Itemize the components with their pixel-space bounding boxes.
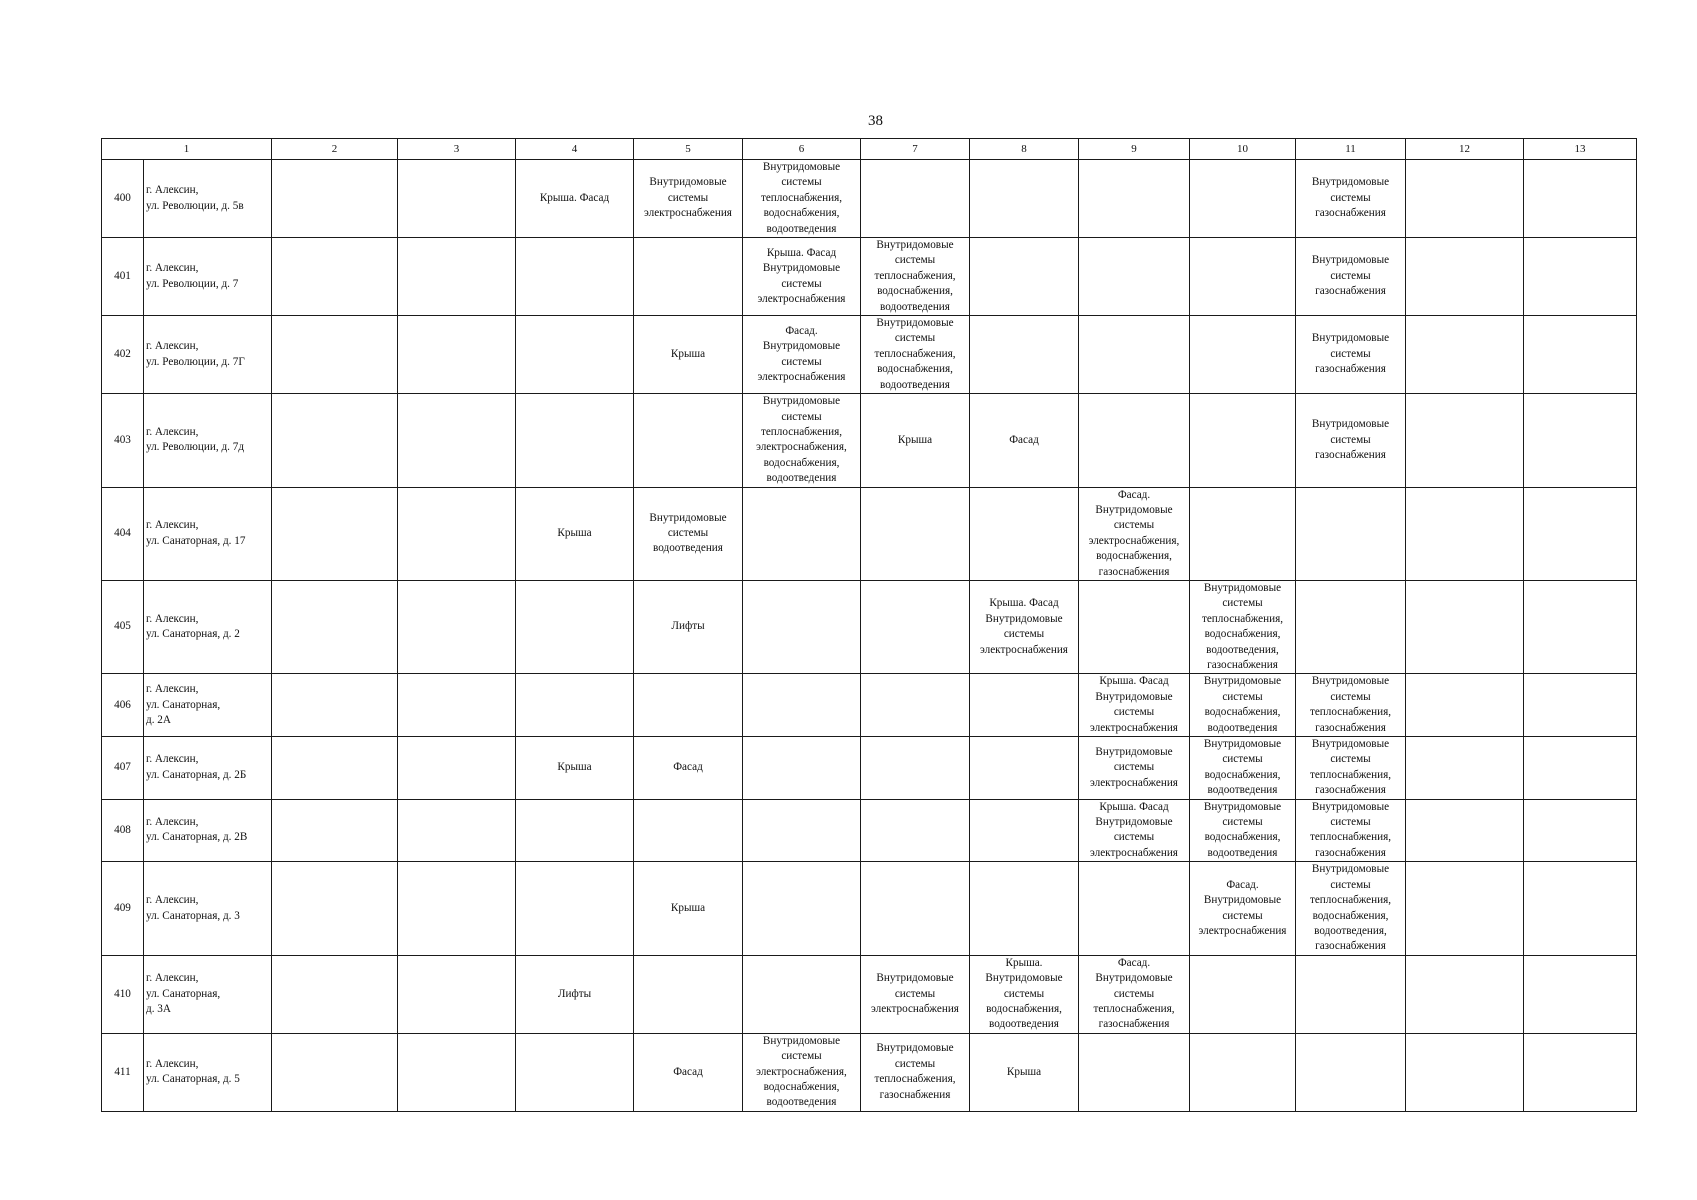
table-row <box>102 394 1637 487</box>
work-type-text: Внутридомовые системы теплоснабжения, водоснабжения, водоотведения, газоснабжения <box>1201 581 1284 671</box>
work-type-text: Крыша <box>670 901 706 914</box>
work-cell-col-3 <box>398 580 516 673</box>
work-cell-col-8 <box>970 862 1079 955</box>
work-cell-col-13 <box>1524 862 1637 955</box>
work-cell-col-2 <box>272 1033 398 1111</box>
work-cell-col-8 <box>970 674 1079 737</box>
work-type-text: Внутридомовые системы водоотведения <box>649 511 727 555</box>
work-type-text: Внутридомовые системы теплоснабжения, газоснабжения <box>874 1042 956 1101</box>
work-cell-col-12 <box>1406 862 1524 955</box>
address-cell <box>144 487 272 580</box>
address-cell <box>144 799 272 862</box>
work-type-text: Лифты <box>671 620 705 633</box>
work-cell-col-6 <box>743 316 861 394</box>
work-cell-col-11 <box>1296 1033 1406 1111</box>
work-type-text: Фасад <box>673 1065 703 1078</box>
work-cell-col-6 <box>743 862 861 955</box>
row-number: 408 <box>102 799 144 862</box>
work-cell-col-9 <box>1079 316 1190 394</box>
address-line: г. Алексин, <box>146 816 199 829</box>
work-cell-col-8 <box>970 160 1079 238</box>
row-number: 410 <box>102 955 144 1033</box>
column-header-4: 4 <box>516 139 634 160</box>
address-line: г. Алексин, <box>146 894 199 907</box>
column-header-2: 2 <box>272 139 398 160</box>
work-cell-col-4 <box>516 238 634 316</box>
work-cell-col-4 <box>516 955 634 1033</box>
row-number: 407 <box>102 737 144 800</box>
address-cell <box>144 316 272 394</box>
work-cell-col-6 <box>743 238 861 316</box>
work-cell-col-13 <box>1524 487 1637 580</box>
work-cell-col-10 <box>1190 862 1296 955</box>
work-cell-col-3 <box>398 316 516 394</box>
address-line: г. Алексин, <box>146 683 199 696</box>
work-cell-col-11 <box>1296 580 1406 673</box>
work-cell-col-11 <box>1296 955 1406 1033</box>
work-type-text: Крыша <box>897 433 933 446</box>
work-cell-col-9 <box>1079 160 1190 238</box>
column-header-1: 1 <box>102 139 272 160</box>
work-cell-col-6 <box>743 160 861 238</box>
work-cell-col-13 <box>1524 160 1637 238</box>
address-cell <box>144 674 272 737</box>
work-cell-col-12 <box>1406 674 1524 737</box>
work-cell-col-10 <box>1190 1033 1296 1111</box>
work-cell-col-12 <box>1406 737 1524 800</box>
work-cell-col-8 <box>970 580 1079 673</box>
work-cell-col-2 <box>272 316 398 394</box>
work-cell-col-3 <box>398 799 516 862</box>
address-line: ул. Санаторная, <box>146 698 221 711</box>
work-cell-col-8 <box>970 955 1079 1033</box>
work-type-text: Внутридомовые системы теплоснабжения, водоснабжения, водоотведения, газоснабжения <box>1309 863 1392 953</box>
address-cell <box>144 394 272 487</box>
work-cell-col-2 <box>272 955 398 1033</box>
work-type-text: Внутридомовые системы теплоснабжения, газоснабжения <box>1309 675 1392 734</box>
work-cell-col-13 <box>1524 316 1637 394</box>
work-cell-col-6 <box>743 394 861 487</box>
work-cell-col-7 <box>861 394 970 487</box>
work-cell-col-6 <box>743 737 861 800</box>
work-cell-col-7 <box>861 160 970 238</box>
work-cell-col-9 <box>1079 799 1190 862</box>
work-cell-col-11 <box>1296 487 1406 580</box>
work-type-text: Внутридомовые системы водоснабжения, водоотведения <box>1203 738 1282 797</box>
work-cell-col-10 <box>1190 737 1296 800</box>
work-cell-col-7 <box>861 238 970 316</box>
column-header-6: 6 <box>743 139 861 160</box>
work-cell-col-13 <box>1524 955 1637 1033</box>
address-line: ул. Революции, д. 7д <box>146 441 245 454</box>
work-cell-col-13 <box>1524 1033 1637 1111</box>
work-cell-col-10 <box>1190 580 1296 673</box>
address-line: ул. Санаторная, д. 5 <box>146 1073 240 1086</box>
work-cell-col-3 <box>398 487 516 580</box>
address-line: ул. Санаторная, <box>146 987 221 1000</box>
work-cell-col-9 <box>1079 1033 1190 1111</box>
work-cell-col-6 <box>743 799 861 862</box>
row-number: 404 <box>102 487 144 580</box>
address-line: г. Алексин, <box>146 612 199 625</box>
work-cell-col-9 <box>1079 580 1190 673</box>
address-line: г. Алексин, <box>146 1057 199 1070</box>
work-cell-col-3 <box>398 862 516 955</box>
work-cell-col-10 <box>1190 316 1296 394</box>
work-cell-col-4 <box>516 1033 634 1111</box>
work-cell-col-2 <box>272 238 398 316</box>
work-cell-col-10 <box>1190 799 1296 862</box>
address-line: д. 2А <box>146 713 171 726</box>
work-cell-col-12 <box>1406 394 1524 487</box>
work-cell-col-8 <box>970 316 1079 394</box>
address-line: ул. Санаторная, д. 3 <box>146 909 240 922</box>
table-row <box>102 316 1637 394</box>
work-cell-col-2 <box>272 862 398 955</box>
work-cell-col-3 <box>398 1033 516 1111</box>
work-cell-col-2 <box>272 737 398 800</box>
work-cell-col-7 <box>861 316 970 394</box>
work-cell-col-5 <box>634 862 743 955</box>
address-line: ул. Санаторная, д. 2В <box>146 831 248 844</box>
work-cell-col-3 <box>398 955 516 1033</box>
work-type-text: Внутридомовые системы газоснабжения <box>1311 254 1390 298</box>
work-cell-col-8 <box>970 737 1079 800</box>
work-cell-col-11 <box>1296 238 1406 316</box>
work-cell-col-3 <box>398 238 516 316</box>
work-cell-col-2 <box>272 580 398 673</box>
address-line: ул. Санаторная, д. 2Б <box>146 768 247 781</box>
table-body <box>102 160 1637 1112</box>
row-number: 400 <box>102 160 144 238</box>
work-cell-col-11 <box>1296 737 1406 800</box>
work-cell-col-11 <box>1296 316 1406 394</box>
work-cell-col-13 <box>1524 238 1637 316</box>
work-cell-col-4 <box>516 487 634 580</box>
work-cell-col-10 <box>1190 238 1296 316</box>
row-number: 406 <box>102 674 144 737</box>
work-type-text: Крыша. Фасад Внутридомовые системы электроснабжения <box>1090 675 1178 734</box>
work-type-text: Внутридомовые системы водоснабжения, водоотведения <box>1203 800 1282 859</box>
work-cell-col-5 <box>634 1033 743 1111</box>
work-cell-col-7 <box>861 737 970 800</box>
work-cell-col-9 <box>1079 737 1190 800</box>
work-cell-col-12 <box>1406 160 1524 238</box>
address-line: ул. Санаторная, д. 17 <box>146 534 246 547</box>
work-cell-col-8 <box>970 238 1079 316</box>
work-type-text: Фасад. Внутридомовые системы электроснабжения <box>1198 878 1287 937</box>
work-cell-col-4 <box>516 862 634 955</box>
work-cell-col-5 <box>634 799 743 862</box>
work-type-text: Внутридомовые системы теплоснабжения, электроснабжения, водоснабжения, водоотведения <box>756 395 847 485</box>
work-cell-col-12 <box>1406 1033 1524 1111</box>
address-cell <box>144 737 272 800</box>
work-type-text: Фасад. Внутридомовые системы теплоснабжения, газоснабжения <box>1093 956 1175 1031</box>
work-type-text: Крыша <box>557 527 592 540</box>
column-header-7: 7 <box>861 139 970 160</box>
work-cell-col-9 <box>1079 487 1190 580</box>
address-cell <box>144 160 272 238</box>
address-cell <box>144 862 272 955</box>
work-cell-col-5 <box>634 316 743 394</box>
work-type-text: Внутридомовые системы газоснабжения <box>1311 176 1390 220</box>
work-cell-col-13 <box>1524 737 1637 800</box>
work-cell-col-9 <box>1079 862 1190 955</box>
work-cell-col-2 <box>272 394 398 487</box>
work-type-text: Внутридомовые системы газоснабжения <box>1311 332 1390 376</box>
work-type-text: Внутридомовые системы электроснабжения <box>644 176 732 220</box>
work-type-text: Крыша <box>557 761 592 774</box>
address-line: г. Алексин, <box>146 972 199 985</box>
work-cell-col-5 <box>634 737 743 800</box>
table-row <box>102 955 1637 1033</box>
work-type-text: Крыша <box>1006 1065 1042 1078</box>
work-cell-col-4 <box>516 799 634 862</box>
work-cell-col-7 <box>861 1033 970 1111</box>
work-cell-col-11 <box>1296 160 1406 238</box>
work-type-text: Крыша. Фасад Внутридомовые системы электроснабжения <box>980 597 1068 656</box>
work-cell-col-5 <box>634 160 743 238</box>
address-line: г. Алексин, <box>146 519 199 532</box>
work-cell-col-12 <box>1406 487 1524 580</box>
table-row <box>102 580 1637 673</box>
work-cell-col-2 <box>272 160 398 238</box>
work-cell-col-12 <box>1406 955 1524 1033</box>
work-cell-col-5 <box>634 487 743 580</box>
work-cell-col-2 <box>272 487 398 580</box>
work-cell-col-8 <box>970 394 1079 487</box>
table-row <box>102 674 1637 737</box>
work-cell-col-5 <box>634 238 743 316</box>
work-cell-col-11 <box>1296 394 1406 487</box>
work-cell-col-10 <box>1190 160 1296 238</box>
work-type-text: Крыша <box>670 347 706 360</box>
row-number: 401 <box>102 238 144 316</box>
work-cell-col-5 <box>634 580 743 673</box>
work-type-text: Внутридомовые системы теплоснабжения, водоснабжения, водоотведения <box>760 161 843 235</box>
row-number: 403 <box>102 394 144 487</box>
work-cell-col-6 <box>743 1033 861 1111</box>
work-cell-col-3 <box>398 160 516 238</box>
work-type-text: Лифты <box>557 987 592 1000</box>
work-type-text: Внутридомовые системы теплоснабжения, водоснабжения, водоотведения <box>874 239 956 313</box>
table-header <box>102 139 1637 160</box>
work-cell-col-3 <box>398 737 516 800</box>
row-number: 409 <box>102 862 144 955</box>
column-header-8: 8 <box>970 139 1079 160</box>
work-cell-col-7 <box>861 799 970 862</box>
work-cell-col-5 <box>634 674 743 737</box>
address-line: д. 3А <box>146 1002 171 1015</box>
work-type-text: Внутридомовые системы водоснабжения, водоотведения <box>1203 675 1282 734</box>
address-line: г. Алексин, <box>146 425 199 438</box>
work-cell-col-7 <box>861 487 970 580</box>
work-cell-col-4 <box>516 394 634 487</box>
work-cell-col-3 <box>398 394 516 487</box>
column-header-12: 12 <box>1406 139 1524 160</box>
work-cell-col-4 <box>516 316 634 394</box>
column-header-10: 10 <box>1190 139 1296 160</box>
work-cell-col-7 <box>861 862 970 955</box>
work-cell-col-10 <box>1190 674 1296 737</box>
table-row <box>102 862 1637 955</box>
work-cell-col-10 <box>1190 955 1296 1033</box>
table-row <box>102 1033 1637 1111</box>
work-type-text: Крыша. Фасад Внутридомовые системы электроснабжения <box>1090 800 1178 859</box>
work-type-text: Фасад <box>673 761 703 774</box>
work-cell-col-10 <box>1190 394 1296 487</box>
work-cell-col-6 <box>743 955 861 1033</box>
work-cell-col-2 <box>272 674 398 737</box>
header-row <box>102 139 1637 160</box>
work-cell-col-8 <box>970 487 1079 580</box>
work-cell-col-5 <box>634 955 743 1033</box>
row-number: 405 <box>102 580 144 673</box>
work-cell-col-10 <box>1190 487 1296 580</box>
row-number: 411 <box>102 1033 144 1111</box>
work-cell-col-4 <box>516 737 634 800</box>
work-cell-col-13 <box>1524 580 1637 673</box>
work-type-text: Крыша. Фасад Внутридомовые системы электроснабжения <box>757 246 846 305</box>
repair-schedule-table <box>101 138 1637 1112</box>
work-type-text: Фасад <box>1009 433 1039 446</box>
work-cell-col-9 <box>1079 394 1190 487</box>
work-cell-col-8 <box>970 1033 1079 1111</box>
table-row <box>102 487 1637 580</box>
work-type-text: Фасад. Внутридомовые системы электроснабжения <box>757 324 846 383</box>
work-cell-col-4 <box>516 160 634 238</box>
work-cell-col-7 <box>861 580 970 673</box>
work-cell-col-9 <box>1079 238 1190 316</box>
column-header-13: 13 <box>1524 139 1637 160</box>
work-cell-col-6 <box>743 487 861 580</box>
work-type-text: Крыша. Внутридомовые системы водоснабжения, водоотведения <box>985 956 1063 1031</box>
table-row <box>102 737 1637 800</box>
work-cell-col-11 <box>1296 799 1406 862</box>
column-header-11: 11 <box>1296 139 1406 160</box>
work-type-text: Внутридомовые системы теплоснабжения, водоснабжения, водоотведения <box>874 317 956 391</box>
work-cell-col-12 <box>1406 316 1524 394</box>
work-cell-col-13 <box>1524 394 1637 487</box>
work-cell-col-6 <box>743 580 861 673</box>
work-cell-col-8 <box>970 799 1079 862</box>
address-cell <box>144 238 272 316</box>
work-cell-col-3 <box>398 674 516 737</box>
column-header-9: 9 <box>1079 139 1190 160</box>
work-cell-col-11 <box>1296 862 1406 955</box>
work-cell-col-2 <box>272 799 398 862</box>
work-cell-col-5 <box>634 394 743 487</box>
work-cell-col-9 <box>1079 955 1190 1033</box>
work-cell-col-9 <box>1079 674 1190 737</box>
address-line: ул. Революции, д. 5в <box>146 199 244 212</box>
column-header-3: 3 <box>398 139 516 160</box>
work-cell-col-11 <box>1296 674 1406 737</box>
work-cell-col-6 <box>743 674 861 737</box>
address-cell <box>144 1033 272 1111</box>
address-line: г. Алексин, <box>146 262 199 275</box>
work-cell-col-7 <box>861 955 970 1033</box>
work-type-text: Внутридомовые системы теплоснабжения, газоснабжения <box>1309 738 1392 797</box>
table-row <box>102 799 1637 862</box>
address-line: г. Алексин, <box>146 184 199 197</box>
address-line: ул. Революции, д. 7 <box>146 277 239 290</box>
column-header-5: 5 <box>634 139 743 160</box>
work-cell-col-13 <box>1524 799 1637 862</box>
work-cell-col-4 <box>516 674 634 737</box>
address-cell <box>144 955 272 1033</box>
work-type-text: Фасад. Внутридомовые системы электроснабжения, водоснабжения, газоснабжения <box>1088 488 1180 578</box>
work-cell-col-7 <box>861 674 970 737</box>
work-type-text: Внутридомовые системы теплоснабжения, газоснабжения <box>1309 800 1392 859</box>
work-type-text: Внутридомовые системы электроснабжения <box>871 972 959 1015</box>
work-type-text: Внутридомовые системы электроснабжения <box>1090 745 1178 789</box>
address-line: г. Алексин, <box>146 753 199 766</box>
work-type-text: Внутридомовые системы газоснабжения <box>1311 418 1390 462</box>
work-cell-col-4 <box>516 580 634 673</box>
address-line: ул. Санаторная, д. 2 <box>146 628 240 641</box>
address-line: ул. Революции, д. 7Г <box>146 355 245 368</box>
work-type-text: Внутридомовые системы электроснабжения, водоснабжения, водоотведения <box>756 1034 847 1109</box>
work-cell-col-12 <box>1406 799 1524 862</box>
address-line: г. Алексин, <box>146 340 199 353</box>
row-number: 402 <box>102 316 144 394</box>
work-cell-col-13 <box>1524 674 1637 737</box>
page-number: 38 <box>868 113 883 129</box>
work-cell-col-12 <box>1406 238 1524 316</box>
address-cell <box>144 580 272 673</box>
table-row <box>102 160 1637 238</box>
table-row <box>102 238 1637 316</box>
work-type-text: Крыша. Фасад <box>539 191 610 204</box>
work-cell-col-12 <box>1406 580 1524 673</box>
